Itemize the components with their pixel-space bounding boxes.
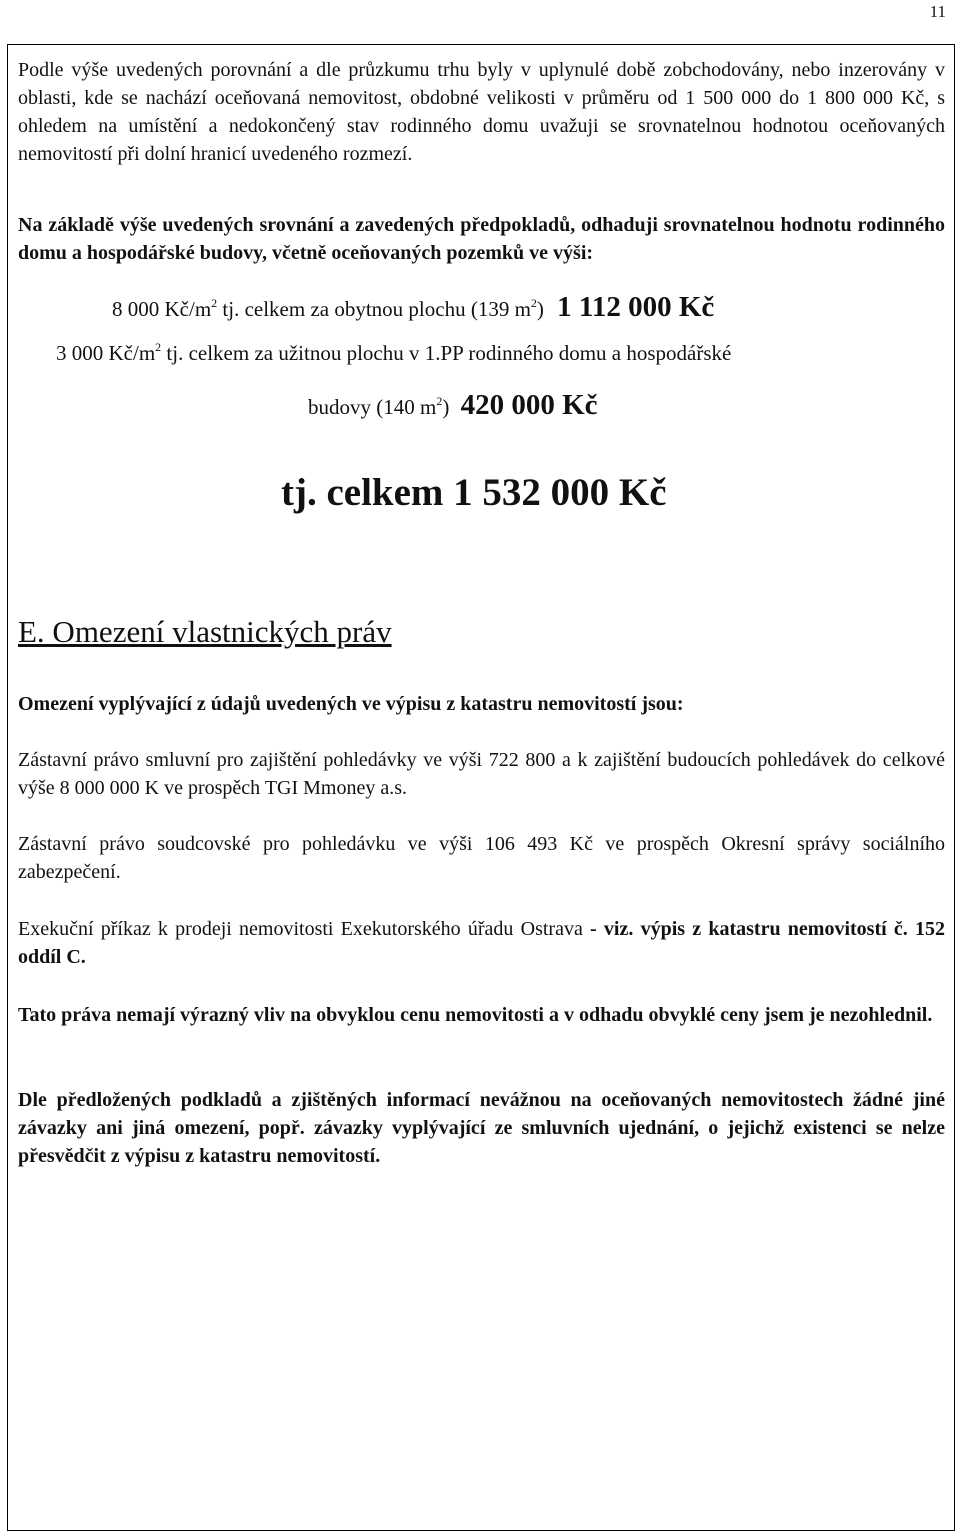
total-value: tj. celkem 1 532 000 Kč xyxy=(281,471,667,514)
intro-paragraph: Podle výše uvedených porovnání a dle průzkumu trhu byly v uplynulé době zobchodovány, nebo inzerovány v oblasti, kde se nachází oceňovaná nemovitost, obdobné velikosti v průměru od 1 500 000 do 1 800 000 Kč, s ohledem na umístění a nedokončený stav rodinného domu uvažuji se srovnatelnou hodnotou oceňovaných nemovitostí při dolní hranicí uvedeného rozmezí. xyxy=(18,59,945,165)
note-paragraph-1: Tato práva nemají výrazný vliv na obvyklou cenu nemovitosti a v odhadu obvyklé ceny jsem je nezohlednil. xyxy=(18,1004,933,1026)
calc-line-1-value: 1 112 000 Kč xyxy=(557,291,715,323)
calc-line-3-value: 420 000 Kč xyxy=(460,389,598,421)
restriction-item-2: Zástavní právo soudcovské pro pohledávku ve výši 106 493 Kč ve prospěch Okresní správy sociálního zabezpečení. xyxy=(18,833,945,883)
calc-line-3: budovy (140 $m^2$) 420 000 Kč xyxy=(308,389,598,421)
note-paragraph-2: Dle předložených podkladů a zjištěných informací nevážnou na oceňovaných nemovitostech žádné jiné závazky ani jiná omezení, popř. závazky vyplývající ze smluvních ujednání, o jejichž existenci se nelze přesvědčit z výpisu z katastru nemovitostí. xyxy=(18,1089,945,1167)
calc-line-1-price: 8 000 Kč/m xyxy=(112,297,212,321)
restrictions-intro: Omezení vyplývající z údajů uvedených ve výpisu z katastru nemovitostí jsou: xyxy=(18,693,684,715)
calc-line-2-price: 3 000 Kč/m xyxy=(56,341,156,365)
calc-line-1: 8 000 $Kč/m^2$ tj. celkem za obytnou plochu (139 $m^2$) 1 112 000 Kč xyxy=(112,291,715,323)
section-heading: E. Omezení vlastnických práv xyxy=(18,614,392,649)
restriction-item-3: Exekuční příkaz k prodeji nemovitosti Exekutorského úřadu Ostrava - viz. výpis z katastru nemovitostí č. 152 oddíl C. xyxy=(18,918,945,968)
restriction-item-1: Zástavní právo smluvní pro zajištění pohledávky ve výši 722 800 a k zajištění budoucích pohledávek do celkové výše 8 000 000 K ve prospěch TGI Mmoney a.s. xyxy=(18,749,945,799)
page-number: 11 xyxy=(929,2,946,21)
estimate-intro: Na základě výše uvedených srovnání a zavedených předpokladů, odhaduji srovnatelnou hodnotu rodinného domu a hospodářské budovy, včetně oceňovaných pozemků ve výši: xyxy=(18,214,945,264)
calc-line-2: 3 000 $Kč/m^2$ tj. celkem za užitnou plochu v 1.PP rodinného domu a hospodářské xyxy=(56,340,732,365)
